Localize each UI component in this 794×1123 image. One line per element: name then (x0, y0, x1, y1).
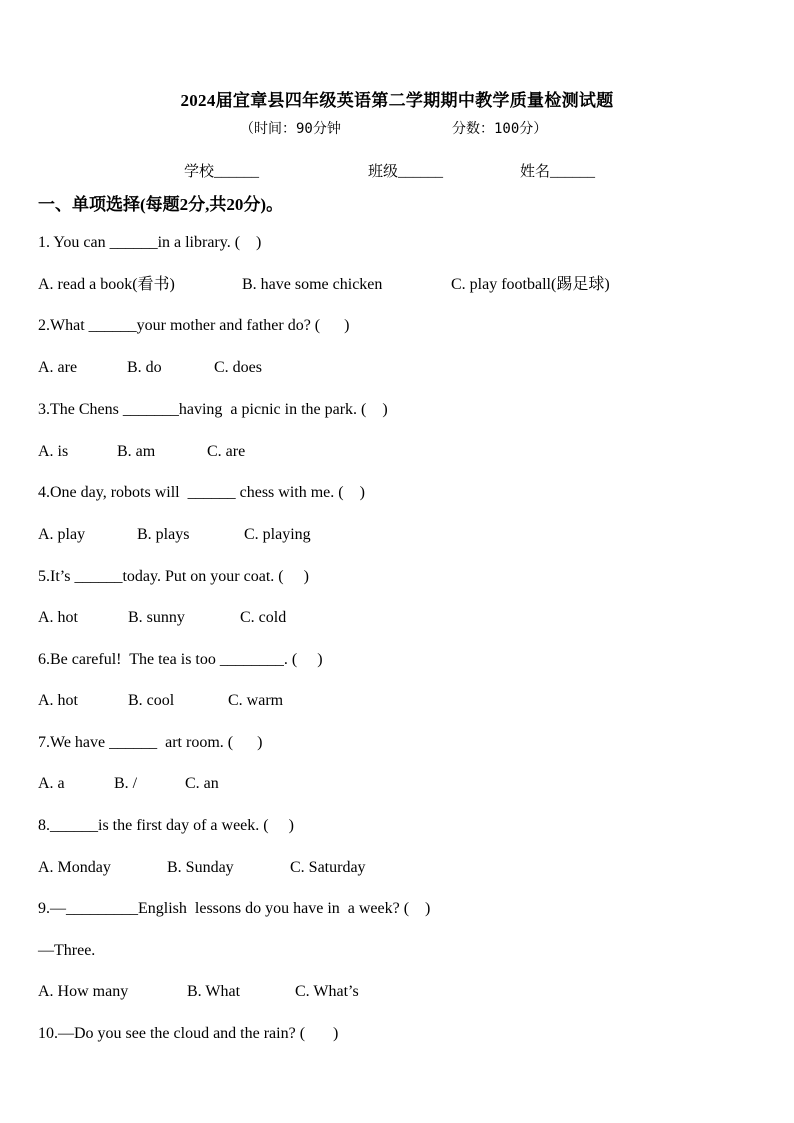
question-3: 3.The Chens _______having a picnic in the park. ( ) (38, 401, 388, 418)
question-5-option-a: A. hot (38, 609, 78, 626)
exam-title: 2024届宜章县四年级英语第二学期期中教学质量检测试题 (180, 91, 614, 110)
question-1-option-b: B. have some chicken (242, 276, 383, 293)
question-9-option-a: A. How many (38, 983, 129, 1000)
question-7-option-c: C. an (185, 775, 219, 792)
exam-score: 分数：100分） (452, 121, 548, 137)
question-3-option-b: B. am (117, 443, 156, 460)
question-5-option-b: B. sunny (128, 609, 185, 626)
question-6-option-c: C. warm (228, 692, 284, 709)
question-6: 6.Be careful! The tea is too ________. ( ) (38, 651, 323, 668)
question-10: 10.—Do you see the cloud and the rain? ( ) (38, 1025, 339, 1042)
question-9-option-c: C. What’s (295, 983, 359, 1000)
question-5-option-c: C. cold (240, 609, 287, 626)
section-heading: 一、单项选择(每题2分,共20分)。 (38, 195, 284, 214)
question-8-option-a: A. Monday (38, 859, 111, 876)
question-7: 7.We have ______ art room. ( ) (38, 734, 263, 751)
question-9-answer: —Three. (38, 942, 96, 959)
question-7-option-a: A. a (38, 775, 65, 792)
question-9: 9.—_________English lessons do you have in a week? ( ) (38, 900, 431, 917)
question-4-option-c: C. playing (244, 526, 311, 543)
question-1: 1. You can ______in a library. ( ) (38, 234, 262, 251)
question-1-option-c: C. play football(踢足球) (451, 276, 610, 293)
question-8-option-c: C. Saturday (290, 859, 366, 876)
question-8-option-b: B. Sunday (167, 859, 234, 876)
question-4: 4.One day, robots will ______ chess with me. ( ) (38, 484, 365, 501)
question-9-option-b: B. What (187, 983, 241, 1000)
question-4-option-a: A. play (38, 526, 86, 543)
question-1-option-a: A. read a book(看书) (38, 276, 175, 293)
question-4-option-b: B. plays (137, 526, 190, 543)
question-6-option-a: A. hot (38, 692, 78, 709)
question-5: 5.It’s ______today. Put on your coat. ( ) (38, 568, 309, 585)
question-6-option-b: B. cool (128, 692, 175, 709)
name-field: 姓名______ (520, 164, 596, 180)
question-2-option-c: C. does (214, 359, 262, 376)
question-3-option-c: C. are (207, 443, 246, 460)
question-2-option-b: B. do (127, 359, 162, 376)
class-field: 班级______ (368, 164, 444, 180)
question-2-option-a: A. are (38, 359, 78, 376)
exam-time: （时间：90分钟 (240, 121, 341, 137)
question-8: 8.______is the first day of a week. ( ) (38, 817, 294, 834)
question-3-option-a: A. is (38, 443, 69, 460)
question-2: 2.What ______your mother and father do? ( ) (38, 317, 350, 334)
question-7-option-b: B. / (114, 775, 138, 792)
school-field: 学校______ (184, 164, 260, 180)
